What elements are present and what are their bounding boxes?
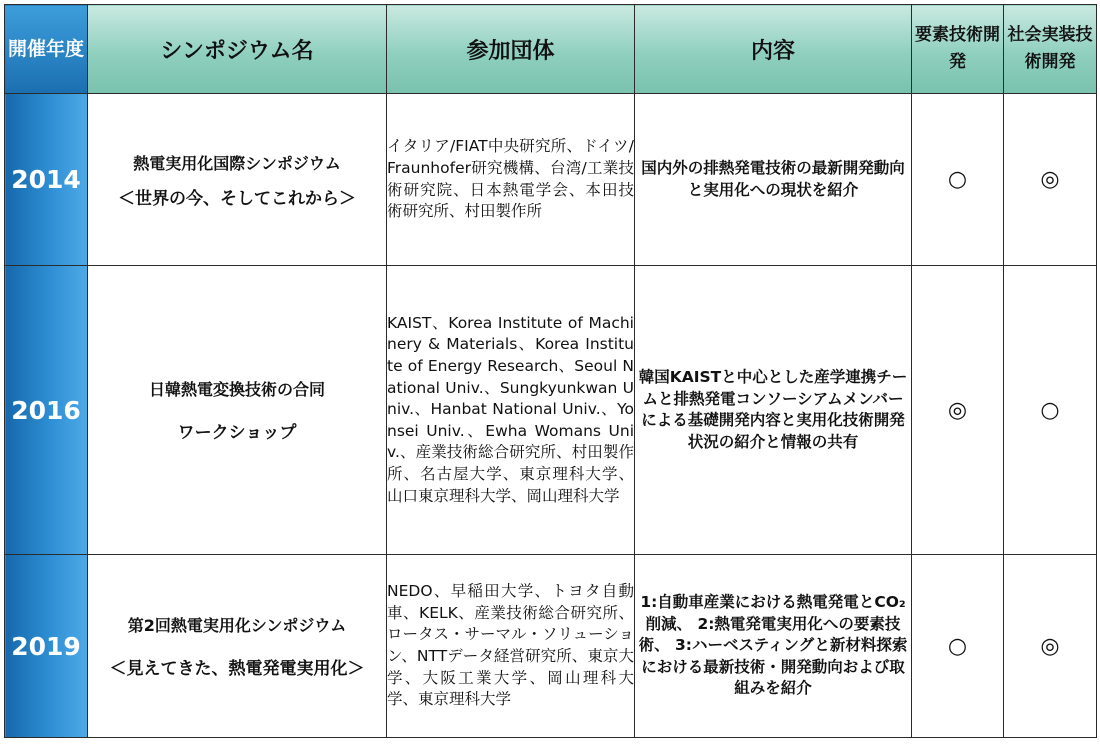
symposium-name-line1: 第2回熱電実用化シンポジウム bbox=[127, 616, 347, 635]
content-cell: 1:自動車産業における熱電発電とCO₂削減、 2:熱電発電実用化への要素技術、 3:ハーベスティングと新材料探索 における最新技術・開発動向および取組みを紹介 bbox=[635, 555, 912, 738]
symposium-name-cell bbox=[88, 266, 387, 555]
year-cell: 2016 bbox=[5, 266, 88, 555]
social-impl-mark: ◎ bbox=[1004, 94, 1097, 266]
header-row bbox=[5, 5, 1097, 94]
header-content: 内容 bbox=[635, 5, 912, 94]
header-element-tech: 要素技術開発 bbox=[912, 5, 1004, 94]
symposium-name-line2: ワークショップ bbox=[177, 423, 297, 443]
symposium-name-line2: ＜見えてきた、熱電発電実用化＞ bbox=[109, 659, 365, 679]
social-impl-mark: ◎ bbox=[1004, 555, 1097, 738]
symposium-name-line1: 日韓熱電変換技術の合同 bbox=[148, 380, 325, 399]
content-cell: 国内外の排熱発電技術の最新開発動向と実用化への現状を紹介 bbox=[635, 94, 912, 266]
symposium-name-line2: ＜世界の今、そしてこれから＞ bbox=[118, 188, 356, 209]
header-year: 開催年度 bbox=[5, 5, 88, 94]
header-participants: 参加団体 bbox=[387, 5, 635, 94]
element-tech-mark: ○ bbox=[912, 94, 1004, 266]
table-row bbox=[5, 94, 1097, 266]
symposium-name-cell bbox=[88, 555, 387, 738]
symposium-name-line1: 熱電実用化国際シンポジウム bbox=[133, 153, 341, 173]
table-row bbox=[5, 555, 1097, 738]
table-row bbox=[5, 266, 1097, 555]
content-cell: 韓国KAISTと中心とした産学連携チームと排熱発電コンソーシアムメンバーによる基礎開発内容と実用化技術開発状況の紹介と情報の共有 bbox=[635, 266, 912, 555]
symposium-name-cell bbox=[88, 94, 387, 266]
header-symposium: シンポジウム名 bbox=[88, 5, 387, 94]
social-impl-mark: ○ bbox=[1004, 266, 1097, 555]
participants-cell: イタリア/FIAT中央研究所、ドイツ/Fraunhofer研究機構、台湾/工業技術研究院、日本熱電学会、本田技術研究所、村田製作所 bbox=[387, 94, 635, 266]
participants-cell: NEDO、早稲田大学、トヨタ自動車、KELK、産業技術総合研究所、ロータス・サーマル・ソリューション、NTTデータ経営研究所、東京大学、大阪工業大学、岡山理科大学、東京理科大学 bbox=[387, 555, 635, 738]
symposium-table bbox=[4, 4, 1097, 738]
header-social-impl: 社会実装技術開発 bbox=[1004, 5, 1097, 94]
element-tech-mark: ○ bbox=[912, 555, 1004, 738]
year-cell: 2019 bbox=[5, 555, 88, 738]
participants-cell: KAIST、Korea Institute of Machinery & Materials、Korea Institute of Energy Research、Seoul National Univ.、Sungkyunkwan Univ.、Hanbat National Univ.、Yonsei Univ.、Ewha Womans Univ.、産業技術総合研究所、村田製作所、名古屋大学、東京理科大学、山口東京理科大学、岡山理科大学 bbox=[387, 266, 635, 555]
year-cell: 2014 bbox=[5, 94, 88, 266]
element-tech-mark: ◎ bbox=[912, 266, 1004, 555]
